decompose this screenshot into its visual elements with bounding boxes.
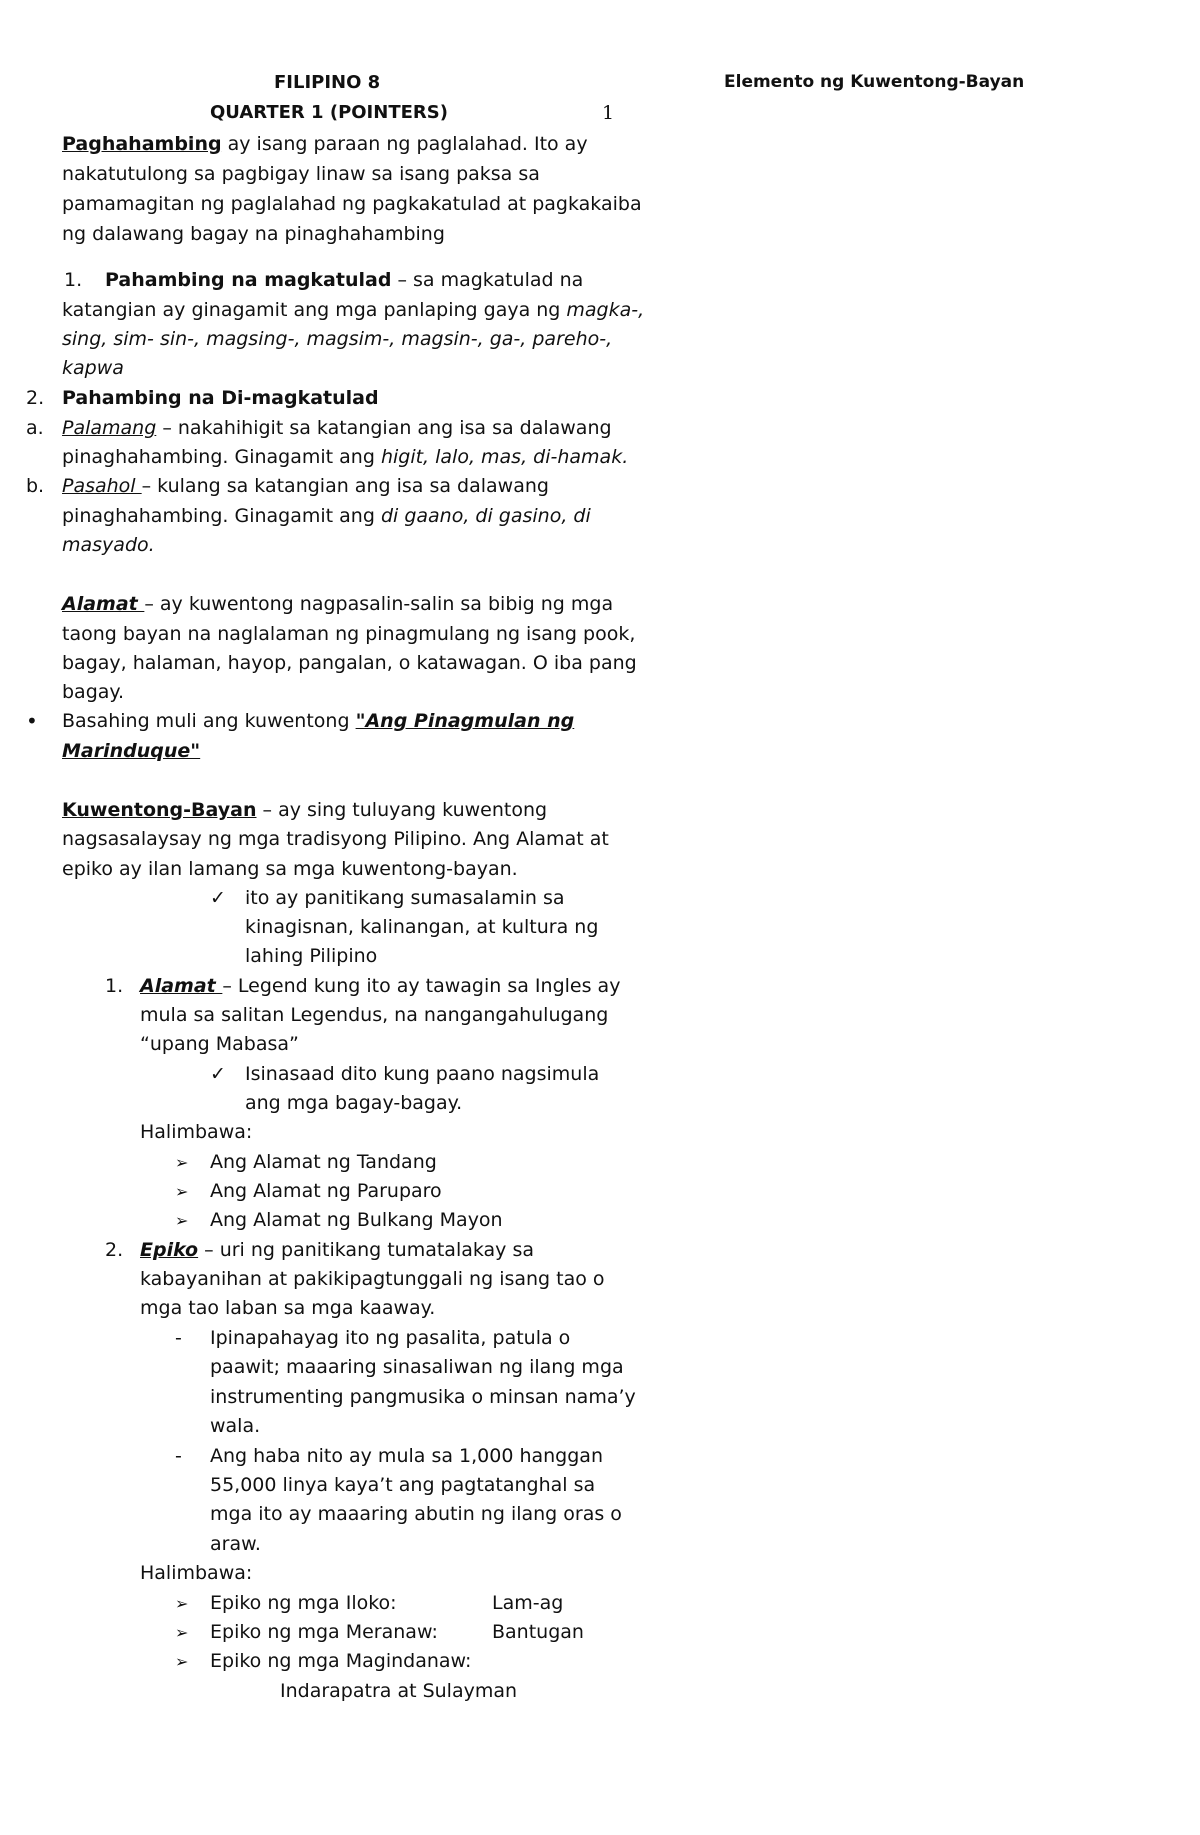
bullet-line-2: Marinduque" [62,740,201,762]
alamat-line-3: bagay, halaman, hayop, pangalan, o katawagan. O iba pang [62,652,637,674]
kb-check-line-3: lahing Pilipino [245,945,378,967]
epiko-example-value: Indarapatra at Sulayman [280,1680,518,1702]
document-title: FILIPINO 8 [274,72,381,93]
example-item: Ang Alamat ng Paruparo [210,1180,442,1202]
document-subtitle: QUARTER 1 (POINTERS) [210,102,448,123]
example-item: Ang Alamat ng Tandang [210,1151,437,1173]
bullet-line-1: Basahing muli ang kuwentong "Ang Pinagmulan ng [62,710,575,732]
kb-line-2: nagsasalaysay ng mga tradisyong Pilipino. Ang Alamat at [62,828,609,850]
item1-line-2: katangian ay ginagamit ang mga panlaping gaya ng magka-, [62,299,645,321]
page-number: 1 [602,102,615,124]
sub-alamat-line-3: “upang Mabasa” [140,1033,299,1055]
epiko-dash2-line-3: mga ito ay maaaring abutin ng ilang oras o [210,1503,622,1525]
pasahol-line-2: pinaghahambing. Ginagamit ang di gaano, di gasino, di [62,505,591,527]
alamat-line-4: bagay. [62,681,124,703]
epiko-example-value: Lam-ag [492,1592,564,1614]
epiko-dash1-line-4: wala. [210,1415,261,1437]
sub-alamat-check-line-2: ang mga bagay-bagay. [245,1092,463,1114]
halimbawa-label: Halimbawa: [140,1121,253,1143]
kb-check-line-2: kinagisnan, kalinangan, at kultura ng [245,916,599,938]
dash-bullet: - [175,1445,182,1467]
kb-line-3: epiko ay ilan lamang sa mga kuwentong-bayan. [62,858,518,880]
alamat-line-2: taong bayan na naglalaman ng pinagmulang ng isang pook, [62,623,636,645]
paghahambing-line-2: nakatutulong sa pagbigay linaw sa isang paksa sa [62,163,540,185]
list-number: 2. [26,387,45,409]
epiko-dash1-line-3: instrumenting pangmusika o minsan nama’y [210,1386,636,1408]
sub-alamat-line-1: Alamat – Legend kung ito ay tawagin sa Ingles ay [140,975,621,997]
checkmark-icon: ✓ [210,1063,226,1085]
epiko-example-value: Bantugan [492,1621,584,1643]
paghahambing-line-4: ng dalawang bagay na pinaghahambing [62,223,445,245]
example-item: Ang Alamat ng Bulkang Mayon [210,1209,503,1231]
item2-term: Pahambing na Di-magkatulad [62,387,379,409]
arrow-bullet-icon: ➢ [175,1182,189,1201]
arrow-bullet-icon: ➢ [175,1153,189,1172]
epiko-example-label: Epiko ng mga Meranaw: [210,1621,438,1643]
epiko-example-label: Epiko ng mga Magindanaw: [210,1650,472,1672]
arrow-bullet-icon: ➢ [175,1652,189,1671]
arrow-bullet-icon: ➢ [175,1623,189,1642]
sub-alamat-check-line-1: Isinasaad dito kung paano nagsimula [245,1063,600,1085]
list-marker-b: b. [26,475,45,497]
epiko-dash1-line-2: paawit; maaaring sinasaliwan ng ilang mga [210,1356,624,1378]
list-number: 1. [105,975,124,997]
item1-line-4: kapwa [62,357,124,379]
halimbawa-label: Halimbawa: [140,1562,253,1584]
right-column-title: Elemento ng Kuwentong-Bayan [724,72,1025,92]
arrow-bullet-icon: ➢ [175,1211,189,1230]
kb-line-1: Kuwentong-Bayan – ay sing tuluyang kuwentong [62,799,548,821]
epiko-dash2-line-2: 55,000 linya kaya’t ang pagtatanghal sa [210,1474,596,1496]
epiko-dash2-line-1: Ang haba nito ay mula sa 1,000 hanggan [210,1445,603,1467]
epiko-dash2-line-4: araw. [210,1533,261,1555]
alamat-line-1: Alamat – ay kuwentong nagpasalin-salin sa bibig ng mga [62,593,614,615]
item1-line-3: sing, sim- sin-, magsing-, magsim-, magsin-, ga-, pareho-, [62,328,613,350]
pasahol-line-3: masyado. [62,534,155,556]
sub-alamat-line-2: mula sa salitan Legendus, na nangangahulugang [140,1004,609,1026]
paghahambing-line-3: pamamagitan ng paglalahad ng pagkakatulad at pagkakaiba [62,193,642,215]
epiko-dash1-line-1: Ipinapahayag ito ng pasalita, patula o [210,1327,571,1349]
pasahol-line-1: Pasahol – kulang sa katangian ang isa sa dalawang [62,475,549,497]
arrow-bullet-icon: ➢ [175,1594,189,1613]
epiko-example-label: Epiko ng mga Iloko: [210,1592,397,1614]
paghahambing-term: Paghahambing [62,133,222,155]
list-marker-a: a. [26,417,44,439]
sub-epiko-line-3: mga tao laban sa mga kaaway. [140,1297,436,1319]
palamang-line-1: Palamang – nakahihigit sa katangian ang isa sa dalawang [62,417,612,439]
list-number: 2. [105,1239,124,1261]
palamang-line-2: pinaghahambing. Ginagamit ang higit, lalo, mas, di-hamak. [62,446,629,468]
item1-line-1: Pahambing na magkatulad – sa magkatulad na [105,269,584,291]
sub-epiko-line-1: Epiko – uri ng panitikang tumatalakay sa [140,1239,535,1261]
sub-epiko-line-2: kabayanihan at pakikipagtunggali ng isang tao o [140,1268,605,1290]
kb-check-line-1: ito ay panitikang sumasalamin sa [245,887,565,909]
dash-bullet: - [175,1327,182,1349]
list-number: 1. [64,269,83,291]
checkmark-icon: ✓ [210,887,226,909]
bullet-icon: • [26,709,38,733]
paghahambing-line-1: Paghahambing ay isang paraan ng paglalahad. Ito ay [62,133,588,155]
